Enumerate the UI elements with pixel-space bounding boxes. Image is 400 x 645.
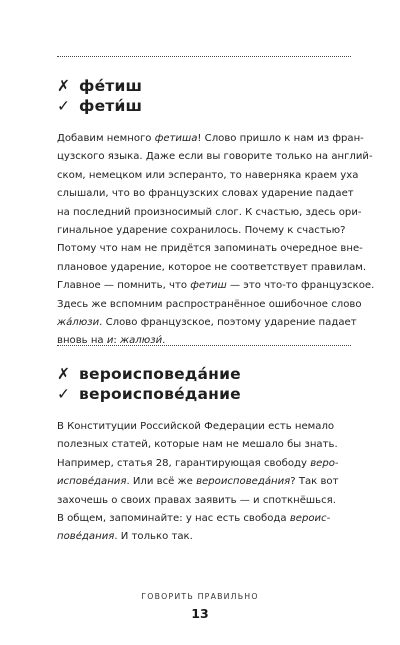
confession-paragraph-line: В общем, запоминайте: у нас есть свобода вероис- [57, 513, 331, 525]
top-divider [57, 56, 351, 57]
fetish-paragraph-line: гинальное ударение сохранилось. Почему к счастью? [57, 225, 346, 237]
wrong-word-1: фе́тиш [79, 77, 143, 95]
check-icon: ✓ [57, 97, 71, 115]
fetish-paragraph-line: Потому что нам не придётся запоминать очередное вне- [57, 243, 363, 255]
fetish-paragraph-line: Добавим немного фетиша! Слово пришло к нам из фран- [57, 133, 364, 144]
confession-paragraph-line: В Конституции Российской Федерации есть немало [57, 421, 335, 432]
paragraph-fetish [57, 130, 375, 351]
fetish-paragraph-line: ском, немецком или эсперанто, то наверняка краем уха [57, 169, 359, 181]
right-word-2: вероиспове́дание [79, 385, 241, 403]
confession-paragraph-line: Например, статья 28, гарантирующая свободу веро- [57, 457, 339, 469]
right-word-1: фети́ш [79, 97, 143, 115]
page-number: 13 [191, 606, 209, 621]
wrong-stress-2 [57, 365, 241, 383]
fetish-paragraph-line: Здесь же вспомним распространённое ошибочное слово [57, 298, 362, 310]
cross-icon: ✗ [57, 365, 71, 383]
confession-paragraph-line: пове́дания. И только так. [57, 531, 193, 543]
right-stress-1 [57, 97, 142, 115]
check-icon: ✓ [57, 385, 71, 403]
confession-paragraph-line: испове́дания. Или всё же вероисповеда́ния? Так вот [57, 476, 339, 488]
fetish-paragraph-line: Главное — помнить, что фетиш — это что-то французское. [57, 280, 375, 292]
middle-divider [57, 345, 351, 346]
right-stress-2 [57, 385, 241, 403]
paragraph-confession [57, 418, 351, 547]
fetish-paragraph-line: слышали, что во французских словах ударение падает [57, 188, 354, 200]
fetish-paragraph-line: на последний произносимый слог. К счастью, здесь ори- [57, 206, 362, 218]
confession-paragraph-line: полезных статей, которые нам не мешало бы знать. [57, 439, 338, 451]
fetish-paragraph-line: жа́люзи. Слово французское, поэтому ударение падает [57, 317, 357, 329]
fetish-paragraph-line: плановое ударение, которое не соответствует правилам. [57, 261, 367, 273]
confession-paragraph-line: захочешь о своих правах заявить — и споткнёшься. [57, 494, 336, 506]
wrong-stress-1 [57, 77, 142, 95]
fetish-paragraph-line: вновь на и: жалюзи́. [57, 335, 166, 347]
wrong-word-2: вероисповеда́ние [79, 365, 241, 383]
fetish-paragraph-line: цузского языка. Даже если вы говорите только на англий- [57, 151, 373, 163]
running-head: ГОВОРИТЬ ПРАВИЛЬНО [141, 592, 259, 601]
cross-icon: ✗ [57, 77, 71, 95]
